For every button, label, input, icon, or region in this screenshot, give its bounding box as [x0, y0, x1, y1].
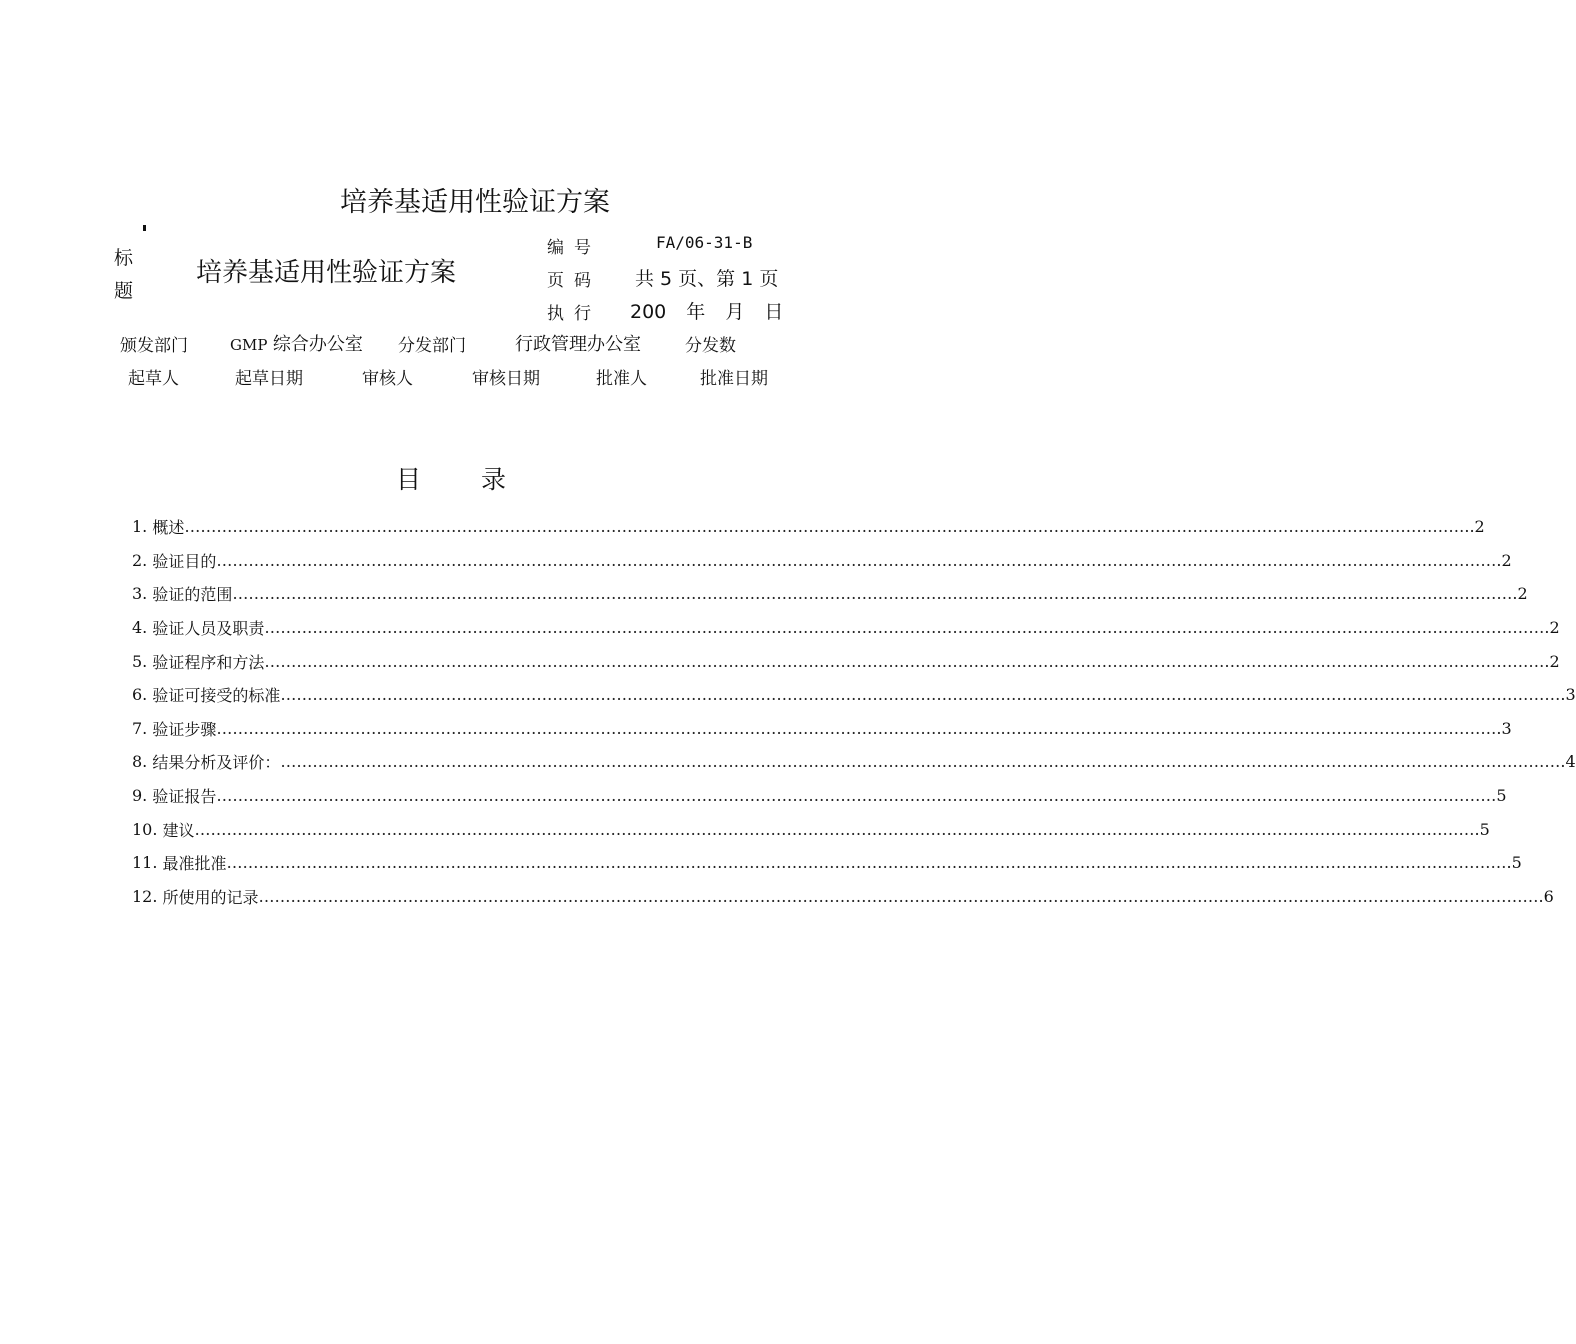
toc-item-number: 7. — [132, 718, 153, 738]
toc-item-page: .4 — [1560, 752, 1576, 772]
approver-label: 批准人 — [596, 369, 647, 389]
toc-leader-dots: …………………………………………………………………………………………………………………………………………………………………………………………………………………… — [226, 853, 1507, 873]
table-of-contents — [132, 510, 1576, 913]
toc-item-page: .2 — [1496, 550, 1512, 570]
draft-date-label: 起草日期 — [235, 369, 303, 389]
corner-mark — [143, 225, 146, 231]
toc-item-number: 3. — [132, 584, 153, 604]
review-date-label: 审核日期 — [472, 369, 540, 389]
toc-item-number: 1. — [132, 517, 153, 537]
header-title: 培养基适用性验证方案 — [196, 258, 457, 288]
toc-item — [132, 678, 1576, 712]
document-title: 培养基适用性验证方案 — [340, 187, 610, 218]
toc-item-text: 结果分析及评价： — [152, 753, 281, 773]
toc-item-number: 12. — [132, 886, 163, 906]
toc-item-text: 验证步骤 — [152, 719, 217, 739]
issue-dept-prefix: GMP — [230, 336, 268, 354]
toc-item-text: 验证人员及职责 — [152, 619, 265, 639]
toc-item-page: ..2 — [1464, 517, 1485, 537]
toc-item-page: .6 — [1538, 886, 1554, 906]
toc-item — [132, 712, 1512, 746]
toc-item-page: .5 — [1506, 853, 1522, 873]
toc-item-text: 验证程序和方法 — [152, 652, 265, 672]
issue-dept-label: 颁发部门 — [120, 336, 188, 356]
dist-dept-label: 分发部门 — [398, 336, 466, 356]
toc-item — [132, 544, 1512, 578]
toc-item — [132, 644, 1560, 678]
toc-item — [132, 510, 1485, 544]
toc-item — [132, 880, 1554, 914]
toc-item-number: 8. — [132, 752, 153, 772]
toc-item-text: 验证目的 — [152, 551, 217, 571]
toc-leader-dots: …………………………………………………………………………………………………………………………………………………………………………………………………………………… — [280, 752, 1561, 772]
code-value: FA/06-31-B — [656, 233, 753, 252]
toc-item-text: 概述 — [152, 518, 185, 538]
code-label: 编号 — [547, 238, 601, 258]
toc-leader-dots: …………………………………………………………………………………………………………………………………………………………………………………………………………………… — [216, 718, 1497, 738]
toc-title: 目 录 — [396, 465, 506, 494]
dist-count-label: 分发数 — [685, 336, 736, 356]
toc-leader-dots: …………………………………………………………………………………………………………………………………………………………………………………………………………………… — [264, 651, 1545, 671]
title-label-line2: 题 — [114, 280, 134, 302]
toc-leader-dots: …………………………………………………………………………………………………………………………………………………………………………………………………………………… — [258, 886, 1539, 906]
toc-item-text: 建议 — [162, 820, 195, 840]
toc-item-page: 5 — [1496, 786, 1507, 806]
toc-item-text: 验证可接受的标准 — [152, 686, 281, 706]
exec-label: 执行 — [547, 304, 601, 324]
title-label-line1: 标 — [114, 247, 134, 269]
toc-leader-dots: …………………………………………………………………………………………………………………………………………………………………………………………………………………… — [216, 550, 1497, 570]
toc-leader-dots: …………………………………………………………………………………………………………………………………………………………………………………………………………………… — [232, 584, 1513, 604]
page-count-value: 共 5 页、第 1 页 — [635, 268, 779, 290]
toc-item-text: 验证的范围 — [152, 585, 233, 605]
toc-item — [132, 611, 1560, 645]
page-label: 页码 — [547, 271, 601, 291]
toc-item-text: 最准批准 — [162, 854, 227, 874]
toc-item-number: 11. — [132, 853, 163, 873]
toc-item-page: .2 — [1512, 584, 1528, 604]
toc-item-page: .3 — [1496, 718, 1512, 738]
drafter-label: 起草人 — [128, 369, 179, 389]
toc-item-page: .3 — [1560, 685, 1576, 705]
toc-leader-dots: …………………………………………………………………………………………………………………………………………………………………………………………………………………… — [216, 786, 1497, 806]
toc-leader-dots: …………………………………………………………………………………………………………………………………………………………………………………………………………………… — [194, 819, 1475, 839]
toc-item-text: 验证报告 — [152, 787, 217, 807]
toc-item-number: 2. — [132, 550, 153, 570]
dist-dept-value: 行政管理办公室 — [515, 334, 641, 355]
toc-leader-dots: …………………………………………………………………………………………………………………………………………………………………………………………………………………… — [264, 618, 1545, 638]
toc-item-number: 10. — [132, 819, 163, 839]
toc-leader-dots: …………………………………………………………………………………………………………………………………………………………………………………………………………………… — [184, 517, 1465, 537]
toc-item-page: .5 — [1474, 819, 1490, 839]
reviewer-label: 审核人 — [362, 369, 413, 389]
toc-item-number: 5. — [132, 651, 153, 671]
toc-item-number: 6. — [132, 685, 153, 705]
issue-dept-name: 综合办公室 — [272, 334, 363, 355]
toc-item-page: .2 — [1544, 651, 1560, 671]
toc-item-number: 9. — [132, 786, 153, 806]
toc-item — [132, 846, 1522, 880]
toc-item-page: .2 — [1544, 618, 1560, 638]
issue-dept-value — [230, 330, 363, 356]
approve-date-label: 批准日期 — [700, 369, 768, 389]
toc-item-number: 4. — [132, 618, 153, 638]
toc-item — [132, 577, 1528, 611]
exec-date-value: 200 年 月 日 — [630, 301, 784, 323]
toc-item — [132, 779, 1507, 813]
toc-leader-dots: …………………………………………………………………………………………………………………………………………………………………………………………………………………… — [280, 685, 1561, 705]
toc-item-text: 所使用的记录 — [162, 887, 259, 907]
toc-item — [132, 745, 1576, 779]
toc-item — [132, 812, 1490, 846]
